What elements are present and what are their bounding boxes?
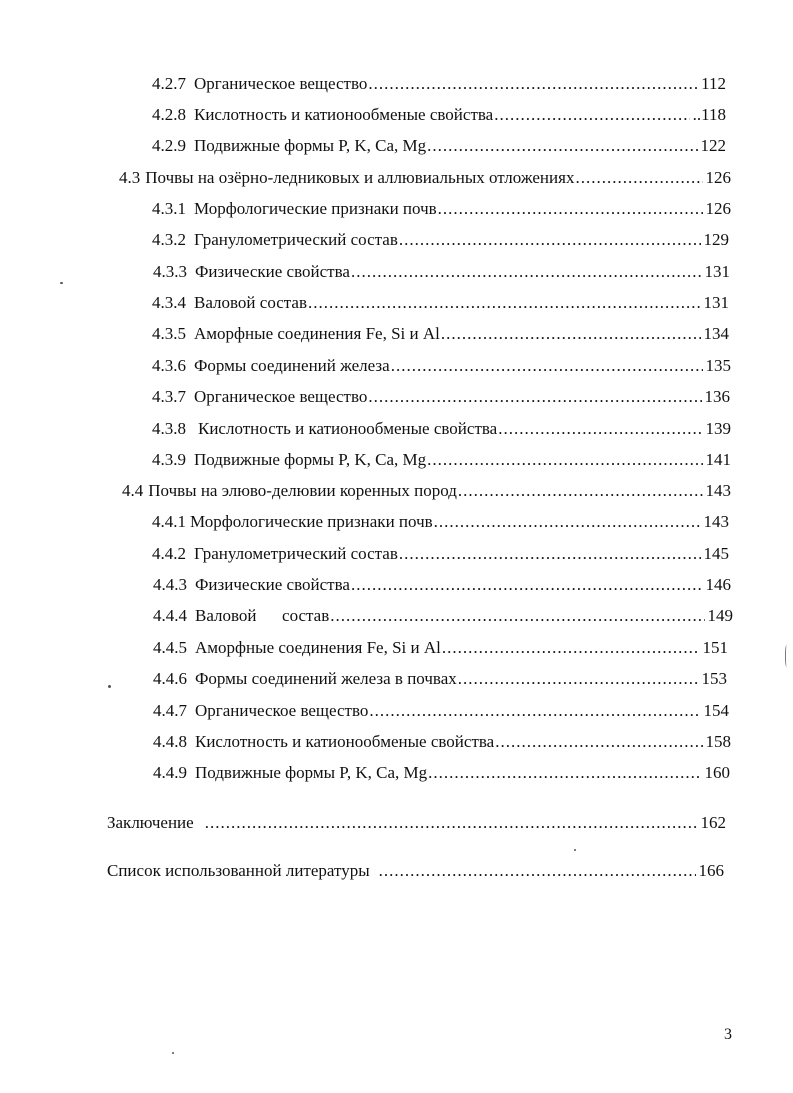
dot-leader [399,544,701,564]
toc-entry-number: 4.3.2 [152,230,186,249]
dot-leader [458,481,703,501]
dot-leader [427,136,697,156]
toc-entry [152,199,731,219]
toc-entry-title: Морфологические признаки почв [194,199,437,218]
toc-entry-title: Формы соединений железа [194,356,390,375]
toc-entry-title: Почвы на элюво-делювии коренных пород [148,481,457,500]
scan-speck [108,685,111,688]
toc-entry-page: 143 [705,481,731,500]
toc-entry-title: Аморфные соединения Fe, Si и Al [194,324,440,343]
dot-leader [399,230,701,250]
toc-entry-title: Органическое вещество [194,74,368,93]
scan-speck [785,645,789,667]
toc-entry-page: 126 [705,199,731,218]
toc-entry-number: 4.3.5 [152,324,186,343]
toc-entry [153,638,728,658]
dot-leader [330,606,704,626]
toc-entry-page: 131 [703,293,729,312]
toc-entry-bibliography [107,861,724,881]
toc-entry [152,105,726,125]
page-number: 3 [724,1026,732,1043]
toc-entry [153,732,731,752]
toc-entry [153,763,730,783]
toc-entry-title: Валовой состав [194,293,307,312]
toc-entry-title: Кислотность и катионообменые свойства [195,732,495,751]
toc-entry-title: Гранулометрический состав [194,230,398,249]
toc-entry-number: 4.4 [122,481,144,500]
toc-entry [152,356,731,376]
toc-entry-number: 4.3.7 [152,387,186,406]
dot-leader [494,105,689,125]
toc-entry-title: Почвы на озёрно-ледниковых и аллювиальных отложениях [145,168,575,187]
toc-entry-title: Органическое вещество [195,701,369,720]
dot-leader [351,575,703,595]
dot-leader [428,763,701,783]
toc-entry-title: Формы соединений железа в почвах [195,669,457,688]
toc-entry-page: 149 [707,606,733,625]
toc-entry [152,324,729,344]
toc-entry [152,450,731,470]
toc-entry-number: 4.4.8 [153,732,187,751]
dot-leader [438,199,703,219]
toc-entry-number: 4.4.2 [152,544,186,563]
toc-entry-number: 4.4.9 [153,763,187,782]
dot-leader [369,701,700,721]
scan-speck [172,1052,174,1054]
toc-entry-page: 146 [705,575,731,594]
toc-entry-page: 153 [701,669,727,688]
dot-leader [205,813,698,833]
dot-leader [351,262,702,282]
toc-entry-page: 166 [698,861,724,880]
toc-entry-page: 139 [705,419,731,438]
toc-entry-number: 4.3.6 [152,356,186,375]
toc-entry [153,701,729,721]
toc-entry-number: 4.3.8 [152,419,186,438]
toc-entry [152,293,729,313]
toc-entry-title: Физические свойства [195,575,350,594]
toc-entry-page: 158 [705,732,731,751]
toc-entry-number: 4.3.3 [153,262,187,281]
toc-entry-page: 122 [700,136,726,155]
toc-entry-page: 112 [701,74,726,93]
dot-leader [495,732,702,752]
toc-entry-title: Аморфные соединения Fe, Si и Al [195,638,441,657]
toc-entry-conclusion [107,813,726,833]
dot-leader [498,419,702,439]
toc-entry-number: 4.4.1 [152,512,186,531]
toc-entry-title: Органическое вещество [194,387,368,406]
toc-entry [153,575,731,595]
toc-entry [152,387,730,407]
dot-leader [391,356,703,376]
toc-entry [152,512,729,532]
toc-entry-number: 4.2.7 [152,74,186,93]
toc-entry-title: Заключение [107,813,194,832]
toc-entry-title: Подвижные формы P, K, Ca, Mg [194,450,427,469]
toc-entry-number: 4.4.4 [153,606,187,625]
dot-leader [368,387,701,407]
toc-entry-number: 4.4.6 [153,669,187,688]
toc-entry-page: 143 [703,512,729,531]
dot-leader [368,74,698,94]
toc-entry-title: Кислотность и катионообменые свойства [194,105,494,124]
toc-entry-page: 162 [700,813,726,832]
toc-entry-page: 134 [703,324,729,343]
toc-entry-page: 154 [703,701,729,720]
dot-leader [441,324,701,344]
toc-entry-number: 4.3 [119,168,141,187]
toc-entry [152,230,729,250]
dot-leader [434,512,701,532]
dot-leader [308,293,701,313]
toc-entry-number: 4.3.9 [152,450,186,469]
toc-entry [153,606,733,626]
toc-entry-title: Подвижные формы P, K, Ca, Mg [194,136,427,155]
toc-entry [122,481,731,501]
dot-leader [379,861,696,881]
toc-entry-number: 4.2.8 [152,105,186,124]
toc-entry-title: Валовой состав [195,606,330,625]
toc-entry [152,419,731,439]
dot-leader [442,638,700,658]
toc-entry-title: Морфологические признаки почв [190,512,433,531]
toc-entry [153,262,730,282]
toc-entry-page: 141 [705,450,731,469]
toc-entry-page: 135 [705,356,731,375]
toc-entry [153,669,727,689]
toc-entry-number: 4.4.5 [153,638,187,657]
toc-entry [152,74,726,94]
toc-entry-number: 4.3.4 [152,293,186,312]
toc-entry [152,136,726,156]
dot-leader [458,669,699,689]
toc-entry-page: 145 [703,544,729,563]
toc-entry-number: 4.4.7 [153,701,187,720]
toc-entry-number: 4.3.1 [152,199,186,218]
toc-entry-page: 136 [704,387,730,406]
toc-entry-number: 4.2.9 [152,136,186,155]
dot-leader [427,450,702,470]
toc-entry-page: 151 [702,638,728,657]
toc-entry [119,168,731,188]
toc-entry-title: Список использованной литературы [107,861,370,880]
toc-entry-page: 129 [703,230,729,249]
dot-leader [575,168,702,188]
toc-entry-title: Физические свойства [195,262,350,281]
toc-entry-title: Подвижные формы P, K, Ca, Mg [195,763,428,782]
toc-entry-page: ..118 [692,105,726,124]
toc-entry-title: Гранулометрический состав [194,544,398,563]
toc-entry-title: Кислотность и катионообменые свойства [198,419,498,438]
toc-entry-page: 131 [704,262,730,281]
scan-speck [60,282,63,284]
toc-entry-page: 126 [705,168,731,187]
scan-speck [574,849,576,851]
toc-entry-number: 4.4.3 [153,575,187,594]
toc-entry-page: 160 [704,763,730,782]
toc-entry [152,544,729,564]
